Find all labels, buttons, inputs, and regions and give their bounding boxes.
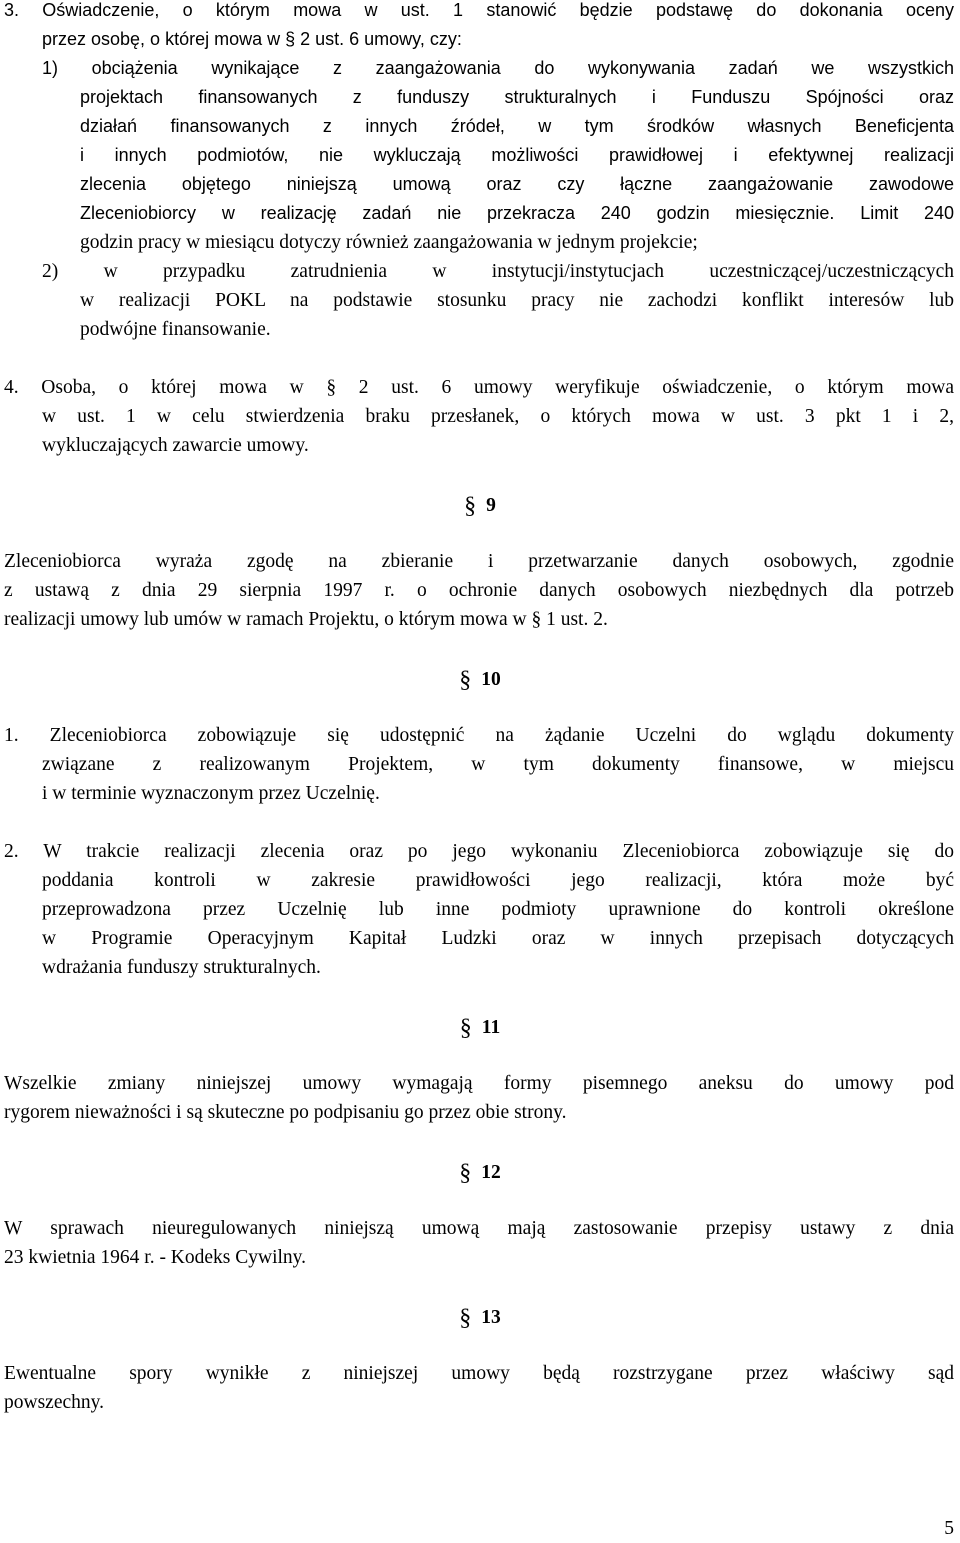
text-line: rygorem nieważności i są skuteczne po podpisaniu go przez obie strony.	[4, 1102, 567, 1123]
text-line: realizacji umowy lub umów w ramach Projektu, o którym mowa w § 1 ust. 2.	[4, 609, 608, 630]
text-line: przeprowadzona przez Uczelnię lub inne podmioty uprawnione do kontroli określone	[42, 899, 954, 920]
text-line: poddania kontroli w zakresie prawidłowości jego realizacji, która może być	[42, 870, 954, 891]
section-heading	[0, 1157, 960, 1187]
text-line: 2. W trakcie realizacji zlecenia oraz po jego wykonaniu Zleceniobiorca zobowiązuje się do	[4, 841, 954, 862]
section-symbol: §	[459, 667, 472, 693]
section-number: 13	[481, 1307, 501, 1328]
text-line: zlecenia objętego niniejszą umową oraz czy łączne zaangażowanie zawodowe	[80, 174, 954, 194]
section-heading	[0, 664, 960, 694]
section-heading	[0, 1012, 960, 1042]
text-line: w Programie Operacyjnym Kapitał Ludzki oraz w innych przepisach dotyczących	[42, 928, 954, 949]
section-symbol: §	[459, 1305, 472, 1331]
text-line: powszechny.	[4, 1392, 104, 1413]
text-line: Zleceniobiorcy w realizację zadań nie przekracza 240 godzin miesięcznie. Limit 240	[80, 203, 954, 223]
text-line: podwójne finansowanie.	[80, 319, 271, 340]
text-line: 23 kwietnia 1964 r. - Kodeks Cywilny.	[4, 1247, 307, 1268]
text-line: projektach finansowanych z funduszy strukturalnych i Funduszu Spójności oraz	[80, 87, 954, 107]
text-line: W sprawach nieuregulowanych niniejszą umową mają zastosowanie przepisy ustawy z dnia	[4, 1218, 954, 1239]
text-line: Wszelkie zmiany niniejszej umowy wymagają formy pisemnego aneksu do umowy pod	[4, 1073, 954, 1094]
section-number: 12	[481, 1162, 501, 1183]
text-line: godzin pracy w miesiącu dotyczy również zaangażowania w jednym projekcie;	[80, 232, 698, 253]
section-number: 10	[481, 669, 501, 690]
text-line: 4. Osoba, o której mowa w § 2 ust. 6 umowy weryfikuje oświadczenie, o którym mowa	[4, 377, 954, 398]
section-symbol: §	[459, 1160, 472, 1186]
text-line: wdrażania funduszy strukturalnych.	[42, 957, 321, 978]
text-line: działań finansowanych z innych źródeł, w tym środków własnych Beneficjenta	[80, 116, 954, 136]
text-line: 3. Oświadczenie, o którym mowa w ust. 1 stanowić będzie podstawę do dokonania oceny	[4, 0, 954, 20]
text-line: wykluczających zawarcie umowy.	[42, 435, 309, 456]
text-line: w realizacji POKL na podstawie stosunku pracy nie zachodzi konflikt interesów lub	[80, 290, 954, 311]
text-line: Zleceniobiorca wyraża zgodę na zbieranie i przetwarzanie danych osobowych, zgodnie	[4, 551, 954, 572]
section-number: 11	[481, 1017, 501, 1038]
text-line: i innych podmiotów, nie wykluczają możliwości prawidłowej i efektywnej realizacji	[80, 145, 954, 165]
section-number: 9	[486, 495, 496, 516]
text-line: w ust. 1 w celu stwierdzenia braku przesłanek, o których mowa w ust. 3 pkt 1 i 2,	[42, 406, 954, 427]
text-line: 2) w przypadku zatrudnienia w instytucji/instytucjach uczestniczącej/uczestniczących	[42, 261, 954, 282]
section-symbol: §	[459, 1015, 472, 1041]
text-line: przez osobę, o której mowa w § 2 ust. 6 umowy, czy:	[42, 29, 462, 49]
text-line: z ustawą z dnia 29 sierpnia 1997 r. o ochronie danych osobowych niezbędnych dla potrzeb	[4, 580, 954, 601]
page-number: 5	[944, 1518, 954, 1539]
text-line: i w terminie wyznaczonym przez Uczelnię.	[42, 783, 380, 804]
section-symbol: §	[464, 493, 477, 519]
section-heading	[0, 1302, 960, 1332]
text-line: 1. Zleceniobiorca zobowiązuje się udostępnić na żądanie Uczelni do wglądu dokumenty	[4, 725, 954, 746]
text-line: związane z realizowanym Projektem, w tym dokumenty finansowe, w miejscu	[42, 754, 954, 775]
text-line: Ewentualne spory wynikłe z niniejszej umowy będą rozstrzygane przez właściwy sąd	[4, 1363, 954, 1384]
text-line: 1) obciążenia wynikające z zaangażowania do wykonywania zadań we wszystkich	[42, 58, 954, 78]
section-heading	[0, 490, 960, 520]
